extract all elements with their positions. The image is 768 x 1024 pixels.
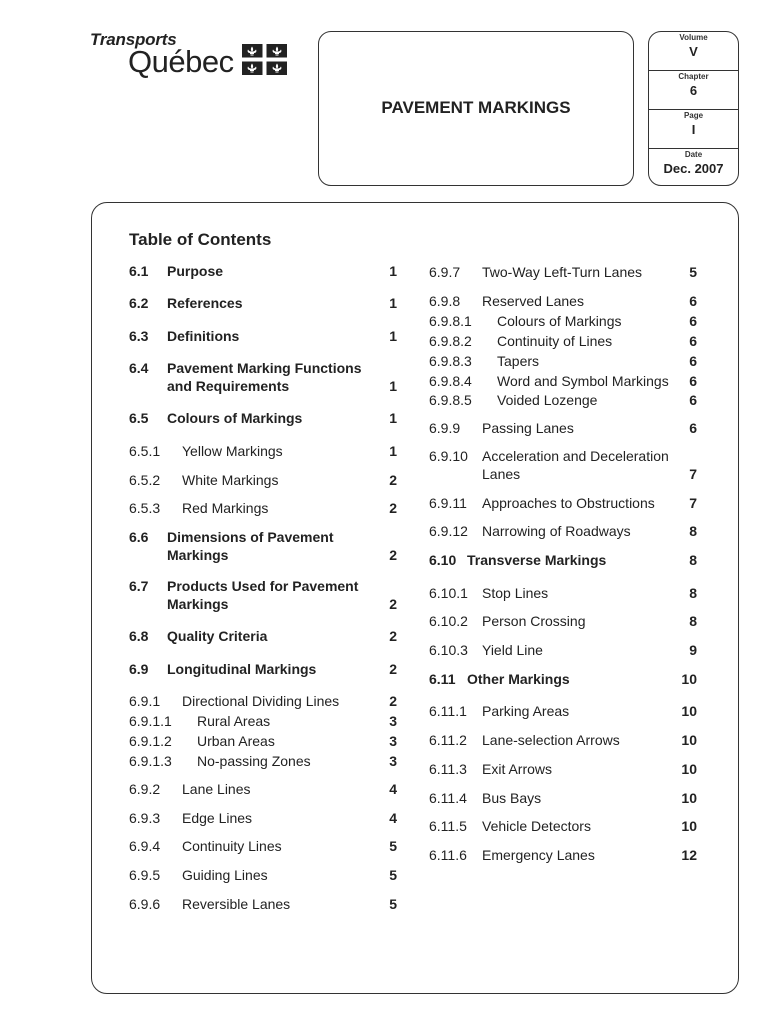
transports-quebec-logo xyxy=(88,30,293,82)
toc-entry-page: 1 xyxy=(389,378,397,394)
toc-entry-title: Colours of Markings xyxy=(497,313,622,329)
toc-entry-page: 9 xyxy=(689,642,697,658)
toc-entry-page: 8 xyxy=(689,585,697,601)
toc-entry-page: 8 xyxy=(689,613,697,629)
toc-entry-title: Lane-selection Arrows xyxy=(482,732,620,748)
toc-entry-title: Other Markings xyxy=(467,671,570,687)
toc-entry-title: Exit Arrows xyxy=(482,761,553,777)
toc-entry-title: Red Markings xyxy=(182,500,269,516)
toc-entry-title: Continuity Lines xyxy=(182,838,282,854)
toc-entry-title: Approaches to Obstructions xyxy=(482,495,655,511)
toc-entry-page: 4 xyxy=(389,781,397,797)
toc-entry-number: 6.9.6 xyxy=(129,896,161,912)
toc-entry-page: 2 xyxy=(389,661,397,677)
toc-entry-number: 6.11.3 xyxy=(429,761,467,777)
toc-entry-title: Products Used for Pavement xyxy=(167,578,359,594)
logo-line2: Québec xyxy=(128,44,234,79)
toc-entry-number: 6.9.8.4 xyxy=(429,373,472,389)
toc-entry-number: 6.11.4 xyxy=(429,790,467,806)
toc-entry-page: 6 xyxy=(689,353,697,369)
toc-entry-title: Narrowing of Roadways xyxy=(482,523,631,539)
toc-entry-title: Rural Areas xyxy=(197,713,271,729)
toc-entry-number: 6.9.8.5 xyxy=(429,392,472,408)
toc-entry-number: 6.9.9 xyxy=(429,420,461,436)
page-cell xyxy=(649,111,738,139)
toc-entry-page: 5 xyxy=(389,896,397,912)
toc-entry-title: Person Crossing xyxy=(482,613,586,629)
toc-entry-number: 6.5.1 xyxy=(129,443,161,459)
toc-entry-page: 1 xyxy=(389,263,397,279)
toc-entry-page: 8 xyxy=(689,523,697,539)
toc-entry-title: Passing Lanes xyxy=(482,420,574,436)
toc-entry-number: 6.9.11 xyxy=(429,495,467,511)
toc-entry-title: Directional Dividing Lines xyxy=(182,693,340,709)
chapter-label: Chapter xyxy=(678,72,709,81)
toc-entry-number: 6.3 xyxy=(129,328,149,344)
toc-entry-title: Colours of Markings xyxy=(167,410,303,426)
toc-entry-number: 6.9.3 xyxy=(129,810,161,826)
date-label: Date xyxy=(684,150,703,159)
toc-entry-title: Emergency Lanes xyxy=(482,847,595,863)
toc-entry-number: 6.11.1 xyxy=(429,703,467,719)
toc-entry-title: Urban Areas xyxy=(197,733,275,749)
chapter-cell xyxy=(649,72,738,100)
toc-entry-number: 6.11 xyxy=(429,671,456,687)
toc-entry-number: 6.9.1 xyxy=(129,693,161,709)
date-cell xyxy=(649,150,738,178)
toc-entry-page: 5 xyxy=(389,867,397,883)
toc-entry-number: 6.6 xyxy=(129,529,149,545)
toc-entry-title: Quality Criteria xyxy=(167,628,268,644)
toc-entry-page: 2 xyxy=(389,628,397,644)
toc-entry-title: Vehicle Detectors xyxy=(482,818,591,834)
volume-label: Volume xyxy=(679,33,708,42)
toc-entry-number: 6.9.1.1 xyxy=(129,713,172,729)
toc-entry-page: 5 xyxy=(389,838,397,854)
toc-entry-page: 5 xyxy=(689,264,697,280)
page-value: I xyxy=(691,122,696,137)
toc-entry-title: Dimensions of Pavement xyxy=(167,529,334,545)
toc-entry-page: 10 xyxy=(681,671,697,687)
toc-entry-number: 6.9.10 xyxy=(429,448,468,464)
toc-entry-number: 6.9.1.2 xyxy=(129,733,172,749)
logo-line1: Transports xyxy=(90,30,177,49)
toc-entry-number: 6.11.5 xyxy=(429,818,467,834)
toc-entry-number: 6.2 xyxy=(129,295,149,311)
toc-entry-title: Reversible Lanes xyxy=(182,896,291,912)
toc-entry-title: Yellow Markings xyxy=(182,443,283,459)
toc-entry-page: 10 xyxy=(681,732,697,748)
toc-entry-number: 6.5 xyxy=(129,410,149,426)
toc-entry-page: 10 xyxy=(681,761,697,777)
toc-entry-title: Continuity of Lines xyxy=(497,333,613,349)
toc-entry-title: Tapers xyxy=(497,353,540,369)
toc-entry-title: Bus Bays xyxy=(482,790,542,806)
toc-entry-page: 1 xyxy=(389,410,397,426)
toc-entry-title: Reserved Lanes xyxy=(482,293,584,309)
toc-entry-number: 6.9.5 xyxy=(129,867,161,883)
toc-entry-number: 6.9.12 xyxy=(429,523,468,539)
volume-value: V xyxy=(689,44,698,59)
page-label: Page xyxy=(683,111,704,120)
toc-entry-title: Longitudinal Markings xyxy=(167,661,317,677)
toc-entry-number: 6.11.2 xyxy=(429,732,467,748)
toc-entry-page: 6 xyxy=(689,333,697,349)
toc-entry-title: Word and Symbol Markings xyxy=(497,373,669,389)
chapter-value: 6 xyxy=(689,83,698,98)
toc-entry-page: 4 xyxy=(389,810,397,826)
toc-entry-page: 3 xyxy=(389,733,397,749)
toc-entry-title: White Markings xyxy=(182,472,279,488)
toc-entry-page: 3 xyxy=(389,713,397,729)
date-value: Dec. 2007 xyxy=(663,161,724,176)
toc-entry-page: 6 xyxy=(689,293,697,309)
toc-entry-number: 6.9.7 xyxy=(429,264,461,280)
toc-entry-number: 6.9.8.1 xyxy=(429,313,472,329)
toc-entry-number: 6.9.8.2 xyxy=(429,333,472,349)
toc-entry-title-line2: Markings xyxy=(167,547,229,563)
toc-entry-number: 6.5.2 xyxy=(129,472,161,488)
toc-entry-number: 6.7 xyxy=(129,578,149,594)
meta-divider xyxy=(649,70,738,71)
toc-entry-title: Stop Lines xyxy=(482,585,549,601)
toc-entry-number: 6.9.4 xyxy=(129,838,161,854)
toc-entry-number: 6.9.2 xyxy=(129,781,161,797)
document-meta-box xyxy=(648,31,739,186)
toc-entry-title: Two-Way Left-Turn Lanes xyxy=(482,264,643,280)
toc-entry-page: 1 xyxy=(389,328,397,344)
toc-entry-title: Edge Lines xyxy=(182,810,253,826)
volume-cell xyxy=(649,33,738,61)
toc-entry-page: 6 xyxy=(689,373,697,389)
toc-entry-page: 6 xyxy=(689,420,697,436)
toc-entry-page: 8 xyxy=(689,552,697,568)
meta-divider xyxy=(649,148,738,149)
toc-entry-title: No-passing Zones xyxy=(197,753,311,769)
toc-entry-number: 6.4 xyxy=(129,360,149,376)
toc-entry-number: 6.10.3 xyxy=(429,642,468,658)
toc-title: Table of Contents xyxy=(129,230,272,249)
toc-entry-number: 6.9 xyxy=(129,661,149,677)
toc-entry-number: 6.10 xyxy=(429,552,457,568)
toc-entry-number: 6.10.1 xyxy=(429,585,468,601)
toc-entry-page: 7 xyxy=(689,466,697,482)
toc-entry-page: 6 xyxy=(689,313,697,329)
toc-entry-page: 10 xyxy=(681,790,697,806)
toc-entry-title: Parking Areas xyxy=(482,703,570,719)
toc-entry-title-line2: Markings xyxy=(167,596,229,612)
toc-entry-page: 3 xyxy=(389,753,397,769)
toc-entry-page: 1 xyxy=(389,295,397,311)
toc-entry-title-line2: and Requirements xyxy=(167,378,290,394)
toc-entry-title: Transverse Markings xyxy=(467,552,607,568)
toc-entry-title-line2: Lanes xyxy=(482,466,521,482)
toc-entry-title: Definitions xyxy=(167,328,240,344)
toc-entry-page: 10 xyxy=(681,703,697,719)
toc-entry-page: 2 xyxy=(389,547,397,563)
toc-entry-page: 2 xyxy=(389,596,397,612)
toc-entry-page: 10 xyxy=(681,818,697,834)
toc-entry-page: 7 xyxy=(689,495,697,511)
toc-entry-number: 6.9.8.3 xyxy=(429,353,472,369)
toc-entry-page: 12 xyxy=(681,847,697,863)
toc-entry-title: Acceleration and Deceleration xyxy=(482,448,669,464)
toc-entry-number: 6.5.3 xyxy=(129,500,161,516)
document-title-box xyxy=(318,31,634,186)
toc-entry-number: 6.8 xyxy=(129,628,149,644)
quebec-flag-icon xyxy=(242,44,287,75)
toc-entry-page: 2 xyxy=(389,500,397,516)
toc-entry-number: 6.11.6 xyxy=(429,847,467,863)
toc-entry-number: 6.1 xyxy=(129,263,149,279)
meta-divider xyxy=(649,109,738,110)
toc-entry-title: Pavement Marking Functions xyxy=(167,360,362,376)
toc-entry-title: Yield Line xyxy=(482,642,543,658)
toc-entry-title: Guiding Lines xyxy=(182,867,268,883)
toc-entry-page: 2 xyxy=(389,693,397,709)
toc-entry-page: 1 xyxy=(389,443,397,459)
toc-entry-number: 6.9.8 xyxy=(429,293,461,309)
toc-entry-title: References xyxy=(167,295,243,311)
toc-entry-page: 2 xyxy=(389,472,397,488)
toc-entry-title: Voided Lozenge xyxy=(497,392,598,408)
toc-entry-number: 6.9.1.3 xyxy=(129,753,172,769)
toc-entry-number: 6.10.2 xyxy=(429,613,468,629)
toc-entry-title: Lane Lines xyxy=(182,781,251,797)
toc-entry-title: Purpose xyxy=(167,263,224,279)
toc-entry-page: 6 xyxy=(689,392,697,408)
document-title: PAVEMENT MARKINGS xyxy=(381,97,571,117)
